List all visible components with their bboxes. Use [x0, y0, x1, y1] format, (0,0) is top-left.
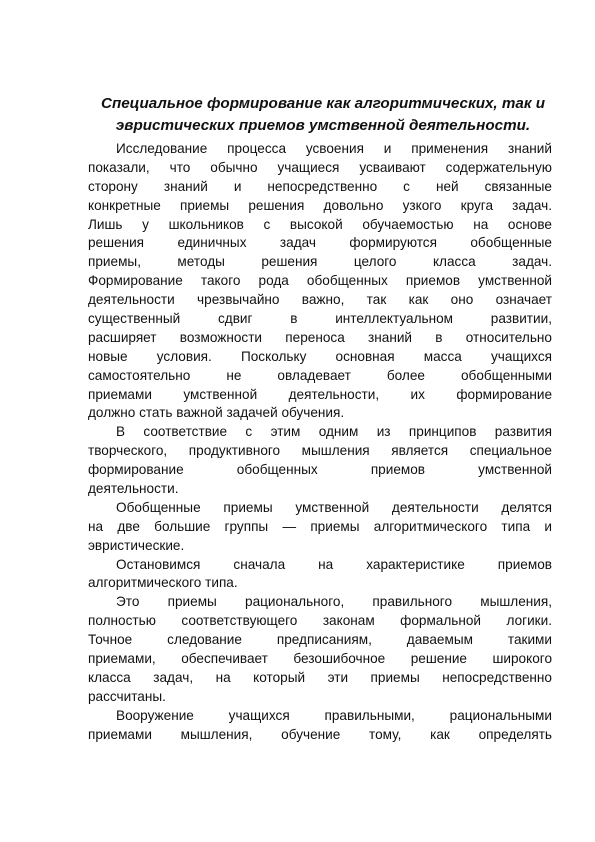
title-line-2: эвристических приемов умственной деятельности. — [115, 117, 531, 134]
paragraph-line: Лишь у школьников с высокой обучаемостью на основе — [88, 216, 552, 232]
paragraph-line: эвристические. — [88, 537, 185, 553]
paragraph — [88, 140, 552, 423]
paragraph-line: конкретные приемы решения довольно узкого круга задач. — [88, 197, 552, 213]
paragraph-line: Это приемы рационального, правильного мышления, — [116, 594, 552, 610]
paragraph — [88, 593, 552, 706]
paragraph-line: приемы, методы решения целого класса задач. — [88, 254, 552, 270]
paragraph-line: на две большие группы — приемы алгоритмического типа и — [88, 518, 552, 534]
paragraph-line: показали, что обычно учащиеся усваивают содержательную — [88, 159, 552, 175]
paragraph-line: класса задач, на который эти приемы непосредственно — [88, 669, 552, 685]
paragraph-line: самостоятельно не овладевает более обобщенными — [88, 367, 552, 383]
paragraph-line: деятельности чрезвычайно важно, так как оно означает — [88, 292, 552, 308]
paragraph-line: приемами, обеспечивает безошибочное решение широкого — [88, 651, 552, 667]
paragraph-line: рассчитаны. — [88, 688, 166, 704]
paragraph-line: приемами умственной деятельности, их формирование — [88, 386, 552, 402]
paragraph — [88, 707, 552, 745]
paragraph-line: полностью соответствующего законам формальной логики. — [88, 613, 552, 629]
paragraph-line: Обобщенные приемы умственной деятельности делятся — [116, 499, 552, 515]
paragraph-line: формирование обобщенных приемов умственной — [88, 462, 552, 478]
title-line-1: Специальное формирование как алгоритмических, так и — [100, 95, 546, 112]
paragraph — [88, 499, 552, 556]
paragraph-line: Точное следование предписаниям, даваемым такими — [88, 632, 552, 648]
paragraph-line: алгоритмического типа. — [88, 575, 238, 591]
paragraph-line: должно стать важной задачей обучения. — [88, 405, 345, 421]
paragraph-line: расширяет возможности переноса знаний в относительно — [88, 329, 552, 345]
paragraph-line: новые условия. Поскольку основная масса учащихся — [88, 348, 552, 364]
paragraph-line: творческого, продуктивного мышления является специальное — [88, 443, 552, 459]
paragraph-line: Исследование процесса усвоения и применения знаний — [116, 141, 552, 156]
paragraph — [88, 556, 552, 594]
document-title — [80, 93, 566, 137]
paragraph-line: сторону знаний и непосредственно с ней связанные — [88, 178, 552, 194]
paragraph-line: решения единичных задач формируются обобщенные — [88, 235, 552, 251]
paragraph-line: В соответствие с этим одним из принципов развития — [116, 424, 552, 440]
paragraph-line: приемами мышления, обучение тому, как определять — [88, 726, 552, 742]
paragraph-line: Вооружение учащихся правильными, рациональными — [116, 707, 552, 723]
paragraph-line: Остановимся сначала на характеристике приемов — [116, 556, 552, 572]
paragraph-line: Формирование такого рода обобщенных приемов умственной — [88, 273, 552, 289]
paragraph-line: деятельности. — [88, 481, 179, 497]
document-body — [88, 140, 552, 745]
paragraph-line: существенный сдвиг в интеллектуальном развитии, — [88, 311, 552, 327]
paragraph — [88, 423, 552, 499]
